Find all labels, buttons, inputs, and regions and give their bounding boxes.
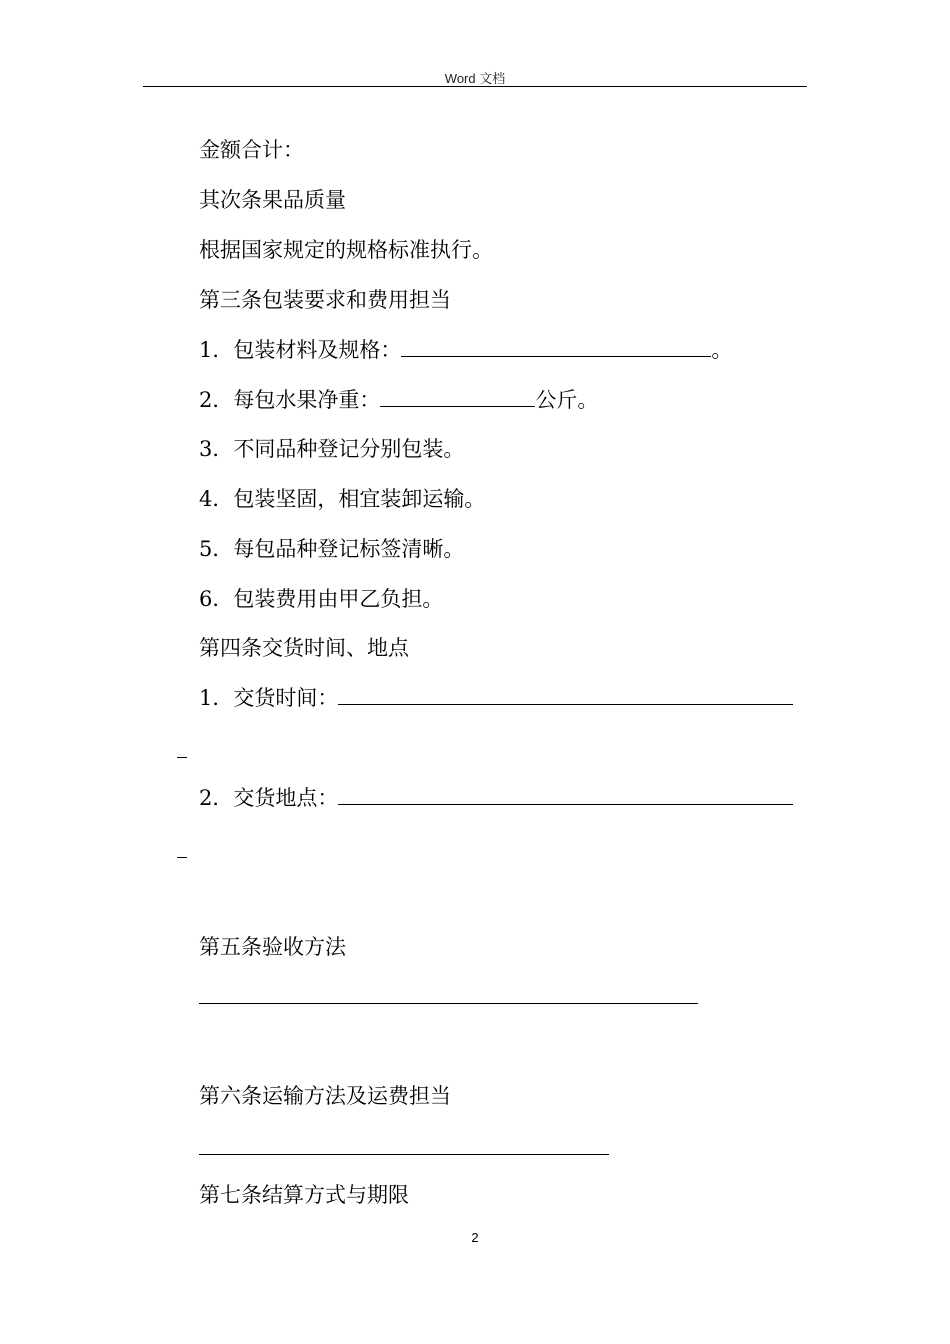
item6-line: 6．包装费用由甲乙负担。 [199,587,444,611]
item2-label: 2．每包水果净重： [199,388,381,412]
delivery-place-blank-continuation [177,857,187,858]
article5-title: 第五条验收方法 [199,935,346,959]
item1-end: 。 [711,338,733,362]
packaging-spec-blank[interactable] [401,336,711,357]
net-weight-blank[interactable] [380,386,535,407]
article4-title: 第四条交货时间、地点 [199,636,409,660]
total-amount-line: 金额合计： [199,138,304,162]
delivery-time-label: 1．交货时间： [199,686,339,710]
article3-title: 第三条包装要求和费用担当 [199,288,451,312]
inspection-method-blank[interactable] [199,1003,698,1004]
transport-method-blank[interactable] [199,1154,609,1155]
item3-line: 3．不同品种登记分别包装。 [199,437,465,461]
article2-text: 根据国家规定的规格标准执行。 [199,238,493,262]
delivery-time-blank-continuation [177,757,187,758]
delivery-time-line [199,684,793,712]
item1-line [199,336,732,364]
delivery-place-label: 2．交货地点： [199,786,339,810]
article2-title: 其次条果品质量 [199,188,346,212]
item1-label: 1．包装材料及规格： [199,338,402,362]
delivery-time-blank[interactable] [338,684,793,705]
item5-line: 5．每包品种登记标签清晰。 [199,537,465,561]
item2-line [199,386,598,414]
item4-line: 4．包装坚固，相宜装卸运输。 [199,487,486,511]
item2-unit: 公斤。 [535,388,599,412]
delivery-place-blank[interactable] [338,784,793,805]
page-header: Word 文档 [444,71,506,86]
article7-title: 第七条结算方式与期限 [199,1183,409,1207]
header-rule [143,86,807,87]
delivery-place-line [199,784,793,812]
page-number: 2 [471,1230,479,1245]
article6-title: 第六条运输方法及运费担当 [199,1084,451,1108]
